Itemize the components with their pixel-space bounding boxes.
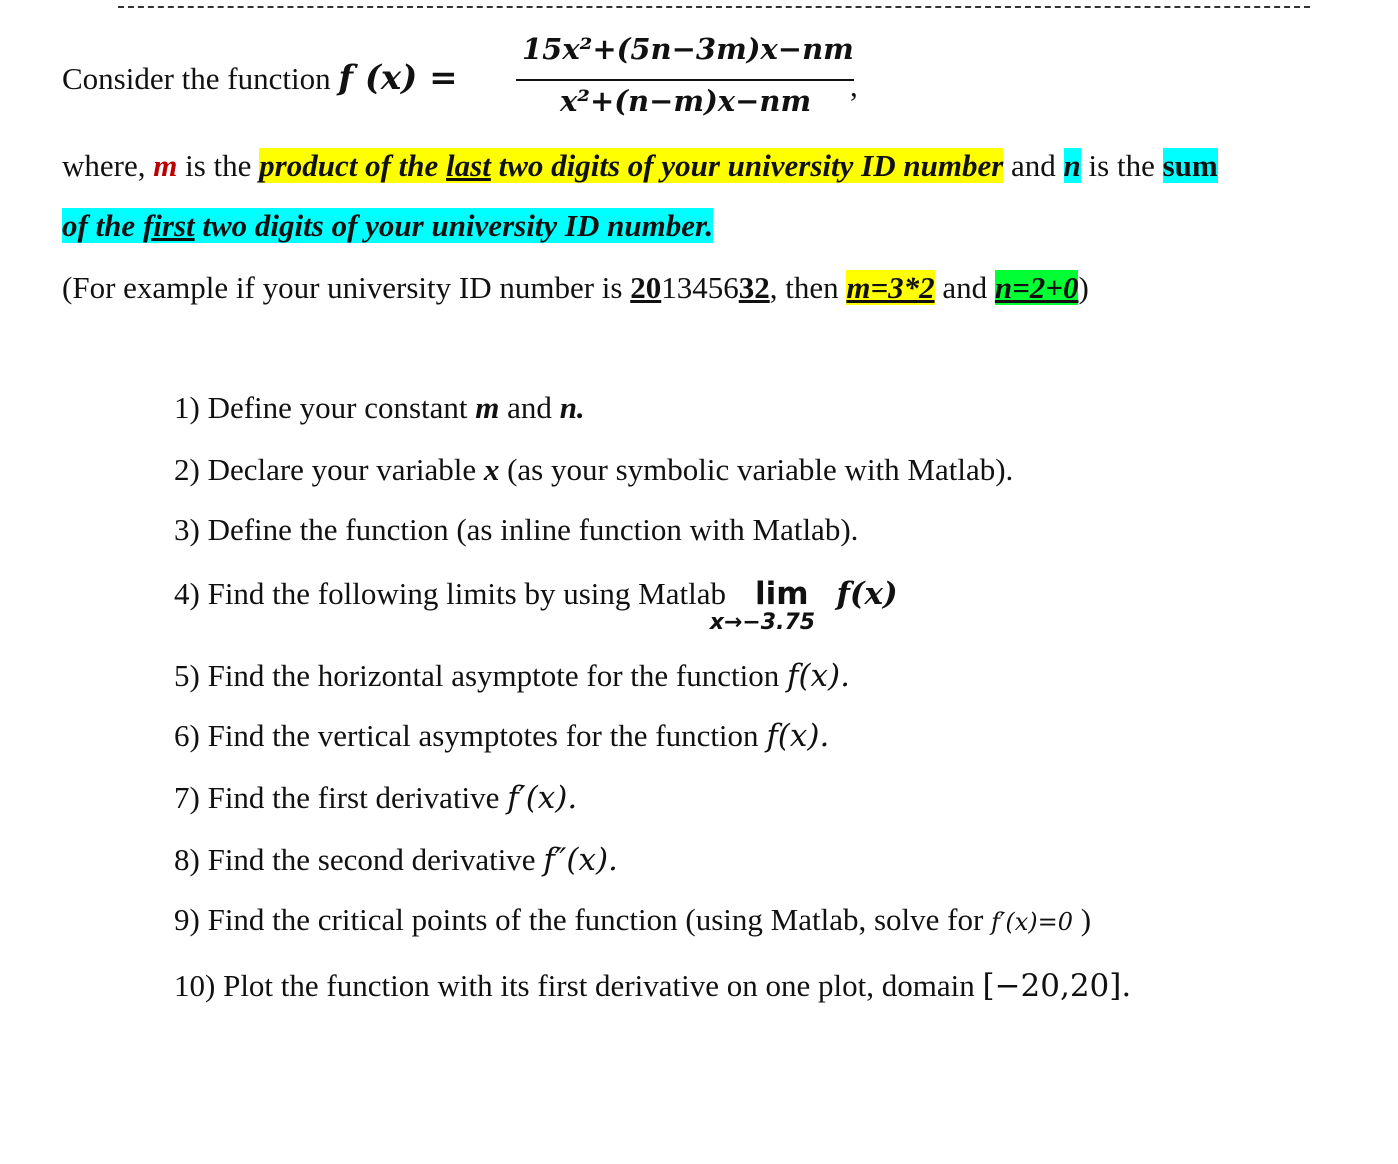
id-middle-digits: 13456 <box>661 270 739 305</box>
function-symbol: f (x) = <box>338 58 458 98</box>
dashed-separator <box>118 6 1310 8</box>
intro-line <box>62 58 458 98</box>
fraction-numerator: 15x²+(5n−3m)x−nm <box>522 32 854 66</box>
task-4: 4) Find the following limits by using Matlab lim x→−3.75 f(x) <box>174 576 898 635</box>
n-symbol: n <box>1063 148 1081 183</box>
n-example: n=2+0 <box>994 270 1079 305</box>
limit-function: f(x) <box>825 576 898 612</box>
fraction-bar <box>516 79 854 81</box>
example-then: , then <box>769 270 847 305</box>
m-symbol: m <box>153 148 178 183</box>
task-3: 3) Define the function (as inline function with Matlab). <box>174 512 859 547</box>
sum-definition: of the first two digits of your university ID number. <box>62 208 714 243</box>
example-line <box>62 270 1089 306</box>
task-2: 2) Declare your variable x (as your symbolic variable with Matlab). <box>174 452 1014 487</box>
task-7: 7) Find the first derivative f′(x). <box>174 780 578 816</box>
task-8: 8) Find the second derivative f″(x). <box>174 842 618 878</box>
where-text-3: is the <box>1080 148 1163 183</box>
function-fraction <box>516 30 856 126</box>
task-1: 1) Define your constant m and n. <box>174 390 585 425</box>
example-close: ) <box>1078 270 1089 305</box>
id-first-digits: 20 <box>630 270 662 305</box>
where-text: where, <box>62 148 154 183</box>
limit-operator: lim x→−3.75 <box>709 576 816 635</box>
where-line <box>62 148 1218 184</box>
where-text-2: is the <box>177 148 260 183</box>
id-last-digits: 32 <box>738 270 770 305</box>
sum-definition-line <box>62 208 713 244</box>
task-9: 9) Find the critical points of the function (using Matlab, solve for f′(x)=0 ) <box>174 902 1092 937</box>
product-definition: product of the last two digits of your university ID number <box>259 148 1004 183</box>
m-example: m=3*2 <box>846 270 935 305</box>
sum-word: sum <box>1162 148 1218 183</box>
task-10: 10) Plot the function with its first derivative on one plot, domain [−20,20]. <box>174 968 1132 1004</box>
example-text: (For example if your university ID number is <box>62 270 631 305</box>
intro-text: Consider the function <box>62 61 339 96</box>
where-and: and <box>1003 148 1064 183</box>
fraction-denominator: x²+(n−m)x−nm <box>560 84 812 118</box>
example-and: and <box>934 270 995 305</box>
trailing-comma: , <box>850 68 858 103</box>
task-5: 5) Find the horizontal asymptote for the function f(x). <box>174 658 850 694</box>
limit-subscript: x→−3.75 <box>709 610 816 635</box>
task-6: 6) Find the vertical asymptotes for the function f(x). <box>174 718 830 754</box>
